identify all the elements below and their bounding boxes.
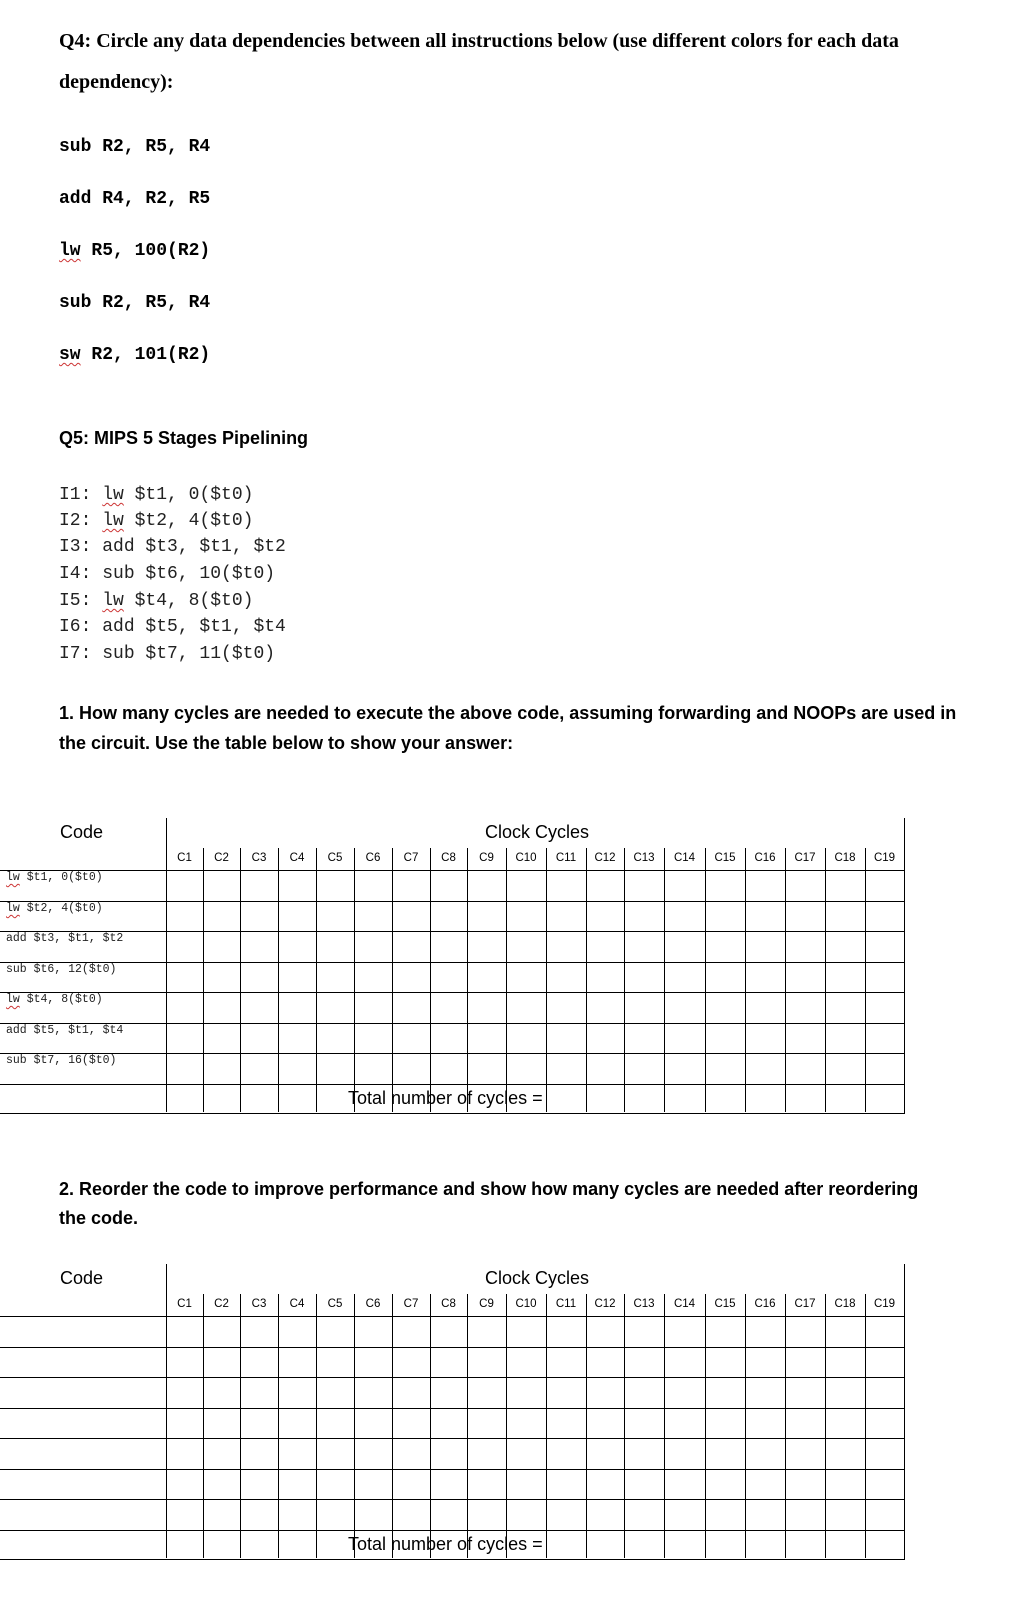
cycle-header-c19: C19 (873, 852, 896, 864)
grid-line (203, 1294, 204, 1558)
grid-line (0, 1316, 905, 1317)
grid-line (0, 1408, 905, 1409)
grid-line (0, 1559, 905, 1560)
grid-line (0, 1084, 905, 1085)
grid-line (0, 870, 905, 871)
grid-line (745, 1294, 746, 1558)
cycle-header-c11: C11 (555, 852, 577, 864)
q4-instruction: sw R2, 101(R2) (59, 345, 211, 365)
q5-code-line: I6: add $t5, $t1, $t4 (59, 617, 286, 637)
table-row-code: sub $t7, 16($t0) (6, 1054, 117, 1067)
grid-line (166, 1264, 167, 1558)
q5-code-line: I2: lw $t2, 4($t0) (59, 511, 254, 531)
cycle-header-c13: C13 (633, 852, 655, 864)
cycle-header-c7: C7 (403, 1298, 419, 1310)
question-1-line1: 1. How many cycles are needed to execute the above code, assuming forwarding and NOOPs are used in (59, 703, 957, 723)
q4-instruction: sub R2, R5, R4 (59, 137, 211, 157)
grid-line (392, 848, 393, 1112)
grid-line (467, 848, 468, 1112)
cycle-header-c18: C18 (834, 852, 856, 864)
clock-cycles-header: Clock Cycles (485, 1268, 590, 1288)
grid-line (278, 848, 279, 1112)
question-2-line1: 2. Reorder the code to improve performance and show how many cycles are needed after reordering (59, 1179, 919, 1199)
grid-line (0, 1438, 905, 1439)
grid-line (904, 818, 905, 1113)
cycle-header-c6: C6 (365, 852, 381, 864)
grid-line (705, 1294, 706, 1558)
grid-line (0, 901, 905, 902)
cycle-header-c9: C9 (479, 852, 494, 864)
grid-line (904, 1264, 905, 1559)
cycle-header-c4: C4 (289, 852, 305, 864)
cycle-header-c11: C11 (555, 1298, 577, 1310)
cycle-header-c10: C10 (515, 852, 537, 864)
cycle-header-c3: C3 (251, 852, 267, 864)
code-header: Code (60, 1268, 104, 1288)
q5-code-line: I1: lw $t1, 0($t0) (59, 485, 254, 505)
grid-line (0, 1530, 905, 1531)
grid-line (664, 848, 665, 1112)
grid-line (0, 1377, 905, 1378)
grid-line (586, 1294, 587, 1558)
cycle-header-c14: C14 (673, 1298, 696, 1310)
grid-line (316, 1294, 317, 1558)
grid-line (392, 1294, 393, 1558)
q4-instruction: add R4, R2, R5 (59, 189, 211, 209)
grid-line (0, 992, 905, 993)
grid-line (825, 1294, 826, 1558)
q5-code-line: I4: sub $t6, 10($t0) (59, 564, 276, 584)
table-row-code: lw $t1, 0($t0) (6, 871, 103, 884)
grid-line (354, 1294, 355, 1558)
grid-line (865, 1294, 866, 1558)
table-row-code: add $t3, $t1, $t2 (6, 932, 124, 945)
grid-line (0, 1053, 905, 1054)
grid-line (0, 1347, 905, 1348)
q4-title-line1: Q4: Circle any data dependencies between all instructions below (use different colors for each data (59, 30, 899, 52)
cycle-header-c4: C4 (289, 1298, 305, 1310)
table-row-code: lw $t2, 4($t0) (6, 902, 103, 915)
grid-line (354, 848, 355, 1112)
code-header: Code (60, 822, 104, 842)
table-row-code: lw $t4, 8($t0) (6, 993, 103, 1006)
grid-line (506, 848, 507, 1112)
cycle-header-c10: C10 (515, 1298, 537, 1310)
cycle-header-c1: C1 (177, 1298, 192, 1310)
cycle-header-c16: C16 (754, 852, 776, 864)
grid-line (586, 848, 587, 1112)
grid-line (546, 1294, 547, 1558)
cycle-header-c8: C8 (441, 1298, 456, 1310)
grid-line (624, 848, 625, 1112)
cycle-header-c6: C6 (365, 1298, 381, 1310)
cycle-header-c18: C18 (834, 1298, 856, 1310)
grid-line (0, 1499, 905, 1500)
grid-line (624, 1294, 625, 1558)
table-row-code: sub $t6, 12($t0) (6, 963, 117, 976)
cycle-header-c12: C12 (594, 852, 616, 864)
grid-line (0, 1023, 905, 1024)
cycle-header-c1: C1 (177, 852, 192, 864)
grid-line (825, 848, 826, 1112)
cycle-header-c14: C14 (673, 852, 696, 864)
cycle-header-c2: C2 (214, 852, 229, 864)
cycle-header-c2: C2 (214, 1298, 229, 1310)
cycle-header-c5: C5 (327, 1298, 343, 1310)
grid-line (705, 848, 706, 1112)
total-cycles-label: Total number of cycles = (348, 1088, 543, 1108)
cycle-header-c15: C15 (714, 1298, 736, 1310)
cycle-header-c19: C19 (873, 1298, 896, 1310)
grid-line (430, 1294, 431, 1558)
grid-line (203, 848, 204, 1112)
cycle-header-c8: C8 (441, 852, 456, 864)
grid-line (240, 848, 241, 1112)
q4-title-line2: dependency): (59, 71, 174, 93)
q5-code-line: I5: lw $t4, 8($t0) (59, 591, 254, 611)
q5-title: Q5: MIPS 5 Stages Pipelining (59, 428, 309, 448)
question-1-line2: the circuit. Use the table below to show your answer: (59, 733, 514, 753)
grid-line (785, 1294, 786, 1558)
cycle-header-c3: C3 (251, 1298, 267, 1310)
grid-line (0, 962, 905, 963)
cycle-header-c16: C16 (754, 1298, 776, 1310)
grid-line (785, 848, 786, 1112)
grid-line (865, 848, 866, 1112)
grid-line (0, 1113, 905, 1114)
cycle-header-c15: C15 (714, 852, 736, 864)
cycle-header-c9: C9 (479, 1298, 494, 1310)
grid-line (278, 1294, 279, 1558)
grid-line (664, 1294, 665, 1558)
q5-code-line: I3: add $t3, $t1, $t2 (59, 537, 286, 557)
grid-line (316, 848, 317, 1112)
q5-code-line: I7: sub $t7, 11($t0) (59, 644, 276, 664)
clock-cycles-header: Clock Cycles (485, 822, 590, 842)
cycle-header-c13: C13 (633, 1298, 655, 1310)
grid-line (745, 848, 746, 1112)
cycle-header-c12: C12 (594, 1298, 616, 1310)
cycle-header-c17: C17 (794, 852, 816, 864)
q4-instruction: lw R5, 100(R2) (59, 241, 211, 261)
cycle-header-c7: C7 (403, 852, 419, 864)
cycle-header-c5: C5 (327, 852, 343, 864)
grid-line (166, 818, 167, 1112)
q4-instruction: sub R2, R5, R4 (59, 293, 211, 313)
question-2-line2: the code. (59, 1208, 139, 1228)
grid-line (467, 1294, 468, 1558)
grid-line (546, 848, 547, 1112)
grid-line (240, 1294, 241, 1558)
cycle-header-c17: C17 (794, 1298, 816, 1310)
grid-line (0, 931, 905, 932)
total-cycles-label: Total number of cycles = (348, 1534, 543, 1554)
grid-line (430, 848, 431, 1112)
grid-line (506, 1294, 507, 1558)
table-row-code: add $t5, $t1, $t4 (6, 1024, 124, 1037)
grid-line (0, 1469, 905, 1470)
